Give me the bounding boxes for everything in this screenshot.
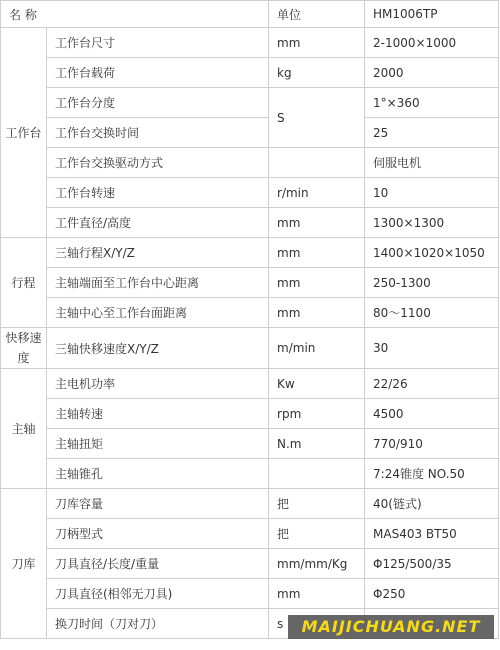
table-row: [1, 579, 499, 609]
row-unit: mm: [269, 268, 365, 298]
row-item: 工件直径/高度: [47, 208, 269, 238]
row-item: 工作台交换驱动方式: [47, 148, 269, 178]
row-item: 三轴快移速度X/Y/Z: [47, 328, 269, 369]
row-unit: kg: [269, 58, 365, 88]
table-row: [1, 58, 499, 88]
row-value: 250-1300: [365, 268, 499, 298]
row-value: 1300×1300: [365, 208, 499, 238]
table-row: [1, 238, 499, 268]
table-row: [1, 549, 499, 579]
row-unit: r/min: [269, 178, 365, 208]
table-row: [1, 519, 499, 549]
table-header-row: [1, 1, 499, 28]
row-unit: mm: [269, 238, 365, 268]
row-unit: S: [269, 88, 365, 148]
row-item: 三轴行程X/Y/Z: [47, 238, 269, 268]
row-unit: mm: [269, 28, 365, 58]
row-value: 1400×1020×1050: [365, 238, 499, 268]
row-unit: m/min: [269, 328, 365, 369]
table-row: [1, 28, 499, 58]
row-item: 刀库容量: [47, 489, 269, 519]
row-item: 主轴端面至工作台中心距离: [47, 268, 269, 298]
row-value: MAS403 BT50: [365, 519, 499, 549]
table-row: [1, 208, 499, 238]
row-item: 主轴扭矩: [47, 429, 269, 459]
watermark: MAIJICHUANG.NET: [288, 615, 494, 639]
table-row: [1, 148, 499, 178]
row-item: 工作台转速: [47, 178, 269, 208]
row-item: 工作台载荷: [47, 58, 269, 88]
row-unit: Kw: [269, 369, 365, 399]
row-item: 刀具直径(相邻无刀具): [47, 579, 269, 609]
table-row: [1, 369, 499, 399]
table-row: [1, 268, 499, 298]
row-unit: rpm: [269, 399, 365, 429]
row-item: 换刀时间（刀对刀）: [47, 609, 269, 639]
group-travel: 行程: [1, 238, 47, 328]
header-name: 名 称: [1, 1, 269, 28]
row-value: 2-1000×1000: [365, 28, 499, 58]
table-row: [1, 298, 499, 328]
row-value: 4500: [365, 399, 499, 429]
row-unit: 把: [269, 489, 365, 519]
row-value: 1°×360: [365, 88, 499, 118]
group-magazine: 刀库: [1, 489, 47, 639]
row-value: 25: [365, 118, 499, 148]
table-row: [1, 429, 499, 459]
row-item: 主轴转速: [47, 399, 269, 429]
row-unit: [269, 148, 365, 178]
row-value: 7:24锥度 NO.50: [365, 459, 499, 489]
row-value: Φ250: [365, 579, 499, 609]
table-row: [1, 399, 499, 429]
table-row: [1, 178, 499, 208]
row-value: 770/910: [365, 429, 499, 459]
row-unit: mm: [269, 208, 365, 238]
row-value: 30: [365, 328, 499, 369]
row-item: 工作台交换时间: [47, 118, 269, 148]
row-unit: 把: [269, 519, 365, 549]
row-value: 40(链式): [365, 489, 499, 519]
table-row: [1, 489, 499, 519]
row-value: 22/26: [365, 369, 499, 399]
row-item: 刀柄型式: [47, 519, 269, 549]
table-row: [1, 118, 499, 148]
header-unit: 单位: [269, 1, 365, 28]
row-item: 主轴锥孔: [47, 459, 269, 489]
row-unit: mm: [269, 579, 365, 609]
row-unit: s: [269, 609, 365, 639]
row-value: Φ125/500/35: [365, 549, 499, 579]
row-item: 刀具直径/长度/重量: [47, 549, 269, 579]
row-item: 主电机功率: [47, 369, 269, 399]
row-value: 10: [365, 178, 499, 208]
header-model: HM1006TP: [365, 1, 499, 28]
row-value: 80～1100: [365, 298, 499, 328]
table-row: [1, 459, 499, 489]
row-item: 工作台尺寸: [47, 28, 269, 58]
row-item: 主轴中心至工作台面距离: [47, 298, 269, 328]
row-unit: [269, 459, 365, 489]
row-item: 工作台分度: [47, 88, 269, 118]
row-unit: mm/mm/Kg: [269, 549, 365, 579]
table-row: [1, 88, 499, 118]
group-worktable: 工作台: [1, 28, 47, 238]
row-unit: N.m: [269, 429, 365, 459]
row-value: 伺服电机: [365, 148, 499, 178]
row-unit: mm: [269, 298, 365, 328]
group-rapid: 快移速度: [1, 328, 47, 369]
row-value: 2000: [365, 58, 499, 88]
group-spindle: 主轴: [1, 369, 47, 489]
table-row: [1, 328, 499, 369]
